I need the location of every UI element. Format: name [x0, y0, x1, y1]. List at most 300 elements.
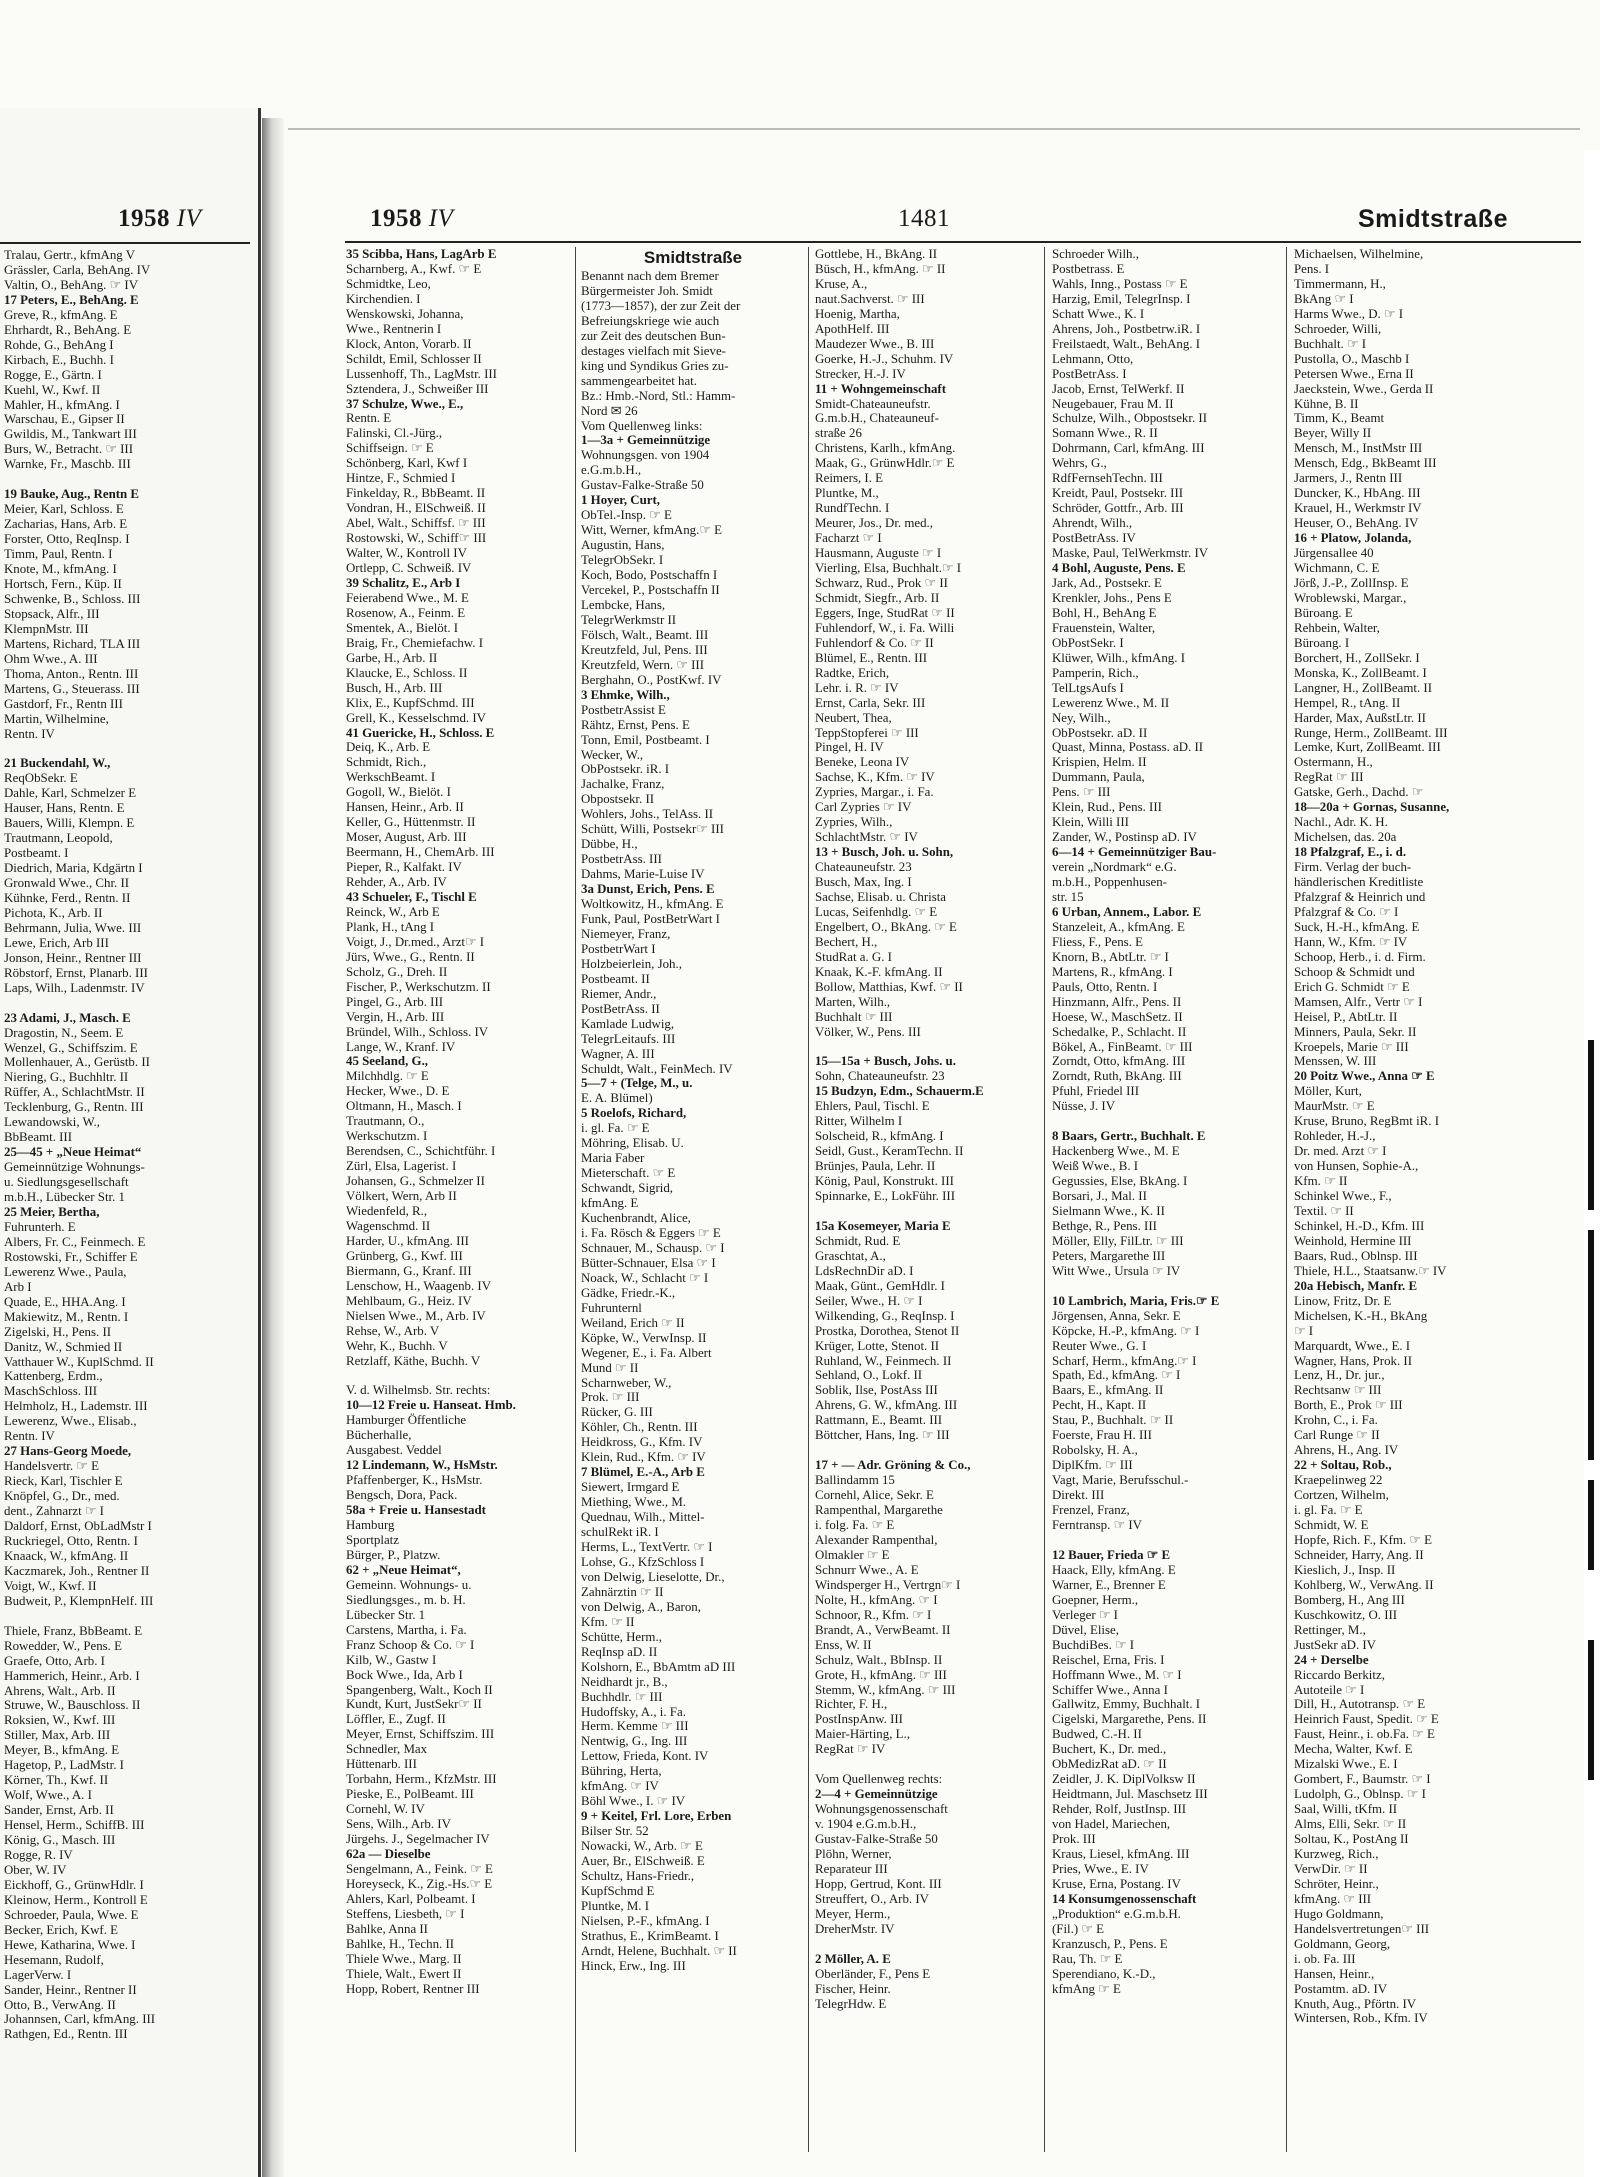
- directory-entry: Rogge, R. IV: [4, 1847, 73, 1862]
- directory-entry: Witt Wwe., Ursula ☞ IV: [1052, 1263, 1181, 1278]
- directory-entry: Laps, Wilh., Ladenmstr. IV: [4, 980, 145, 995]
- directory-entry: Pfuhl, Friedel III: [1052, 1084, 1139, 1099]
- directory-entry: Martin, Wilhelmine,: [4, 711, 109, 726]
- directory-entry: Pingel, H. IV: [815, 740, 884, 755]
- directory-entry: Neubert, Thea,: [815, 710, 892, 725]
- directory-entry: Gädke, Friedr.-K.,: [581, 1285, 676, 1300]
- directory-entry: Knuth, Aug., Pförtn. IV: [1294, 1996, 1417, 2011]
- directory-entry: Bütter-Schnauer, Elsa ☞ I: [581, 1255, 716, 1270]
- directory-entry: Pamperin, Rich.,: [1052, 665, 1139, 680]
- directory-entry: Rentn. IV: [4, 1429, 55, 1444]
- directory-entry: Alexander Rampenthal,: [815, 1532, 938, 1547]
- directory-entry: Kraus, Liesel, kfmAng. III: [1052, 1846, 1190, 1861]
- directory-entry: Ober, W. IV: [4, 1862, 67, 1877]
- directory-entry: Köpke, W., VerwInsp. II: [581, 1330, 707, 1345]
- directory-entry: Schönberg, Karl, Kwf I: [346, 456, 468, 471]
- directory-entry: Gronwald Wwe., Chr. II: [4, 876, 130, 891]
- directory-entry: V. d. Wilhelmsb. Str. rechts:: [346, 1383, 491, 1398]
- directory-entry: Maria Faber: [581, 1151, 645, 1166]
- directory-entry: Timm, Paul, Rentn. I: [4, 547, 113, 562]
- directory-entry: Löffler, E., Zugf. II: [346, 1712, 446, 1727]
- directory-entry: Neidhardt jr., B.,: [581, 1674, 668, 1689]
- directory-entry: Kirbach, E., Buchh. I: [4, 352, 114, 367]
- directory-entry: Wintersen, Rob., Kfm. IV: [1294, 2011, 1428, 2026]
- directory-entry: Rostowski, W., Schiff☞ III: [346, 531, 487, 546]
- directory-entry: Bock Wwe., Ida, Arb I: [346, 1667, 463, 1682]
- directory-entry: Kühne, B. II: [1294, 396, 1359, 411]
- directory-entry: Meier, Karl, Schloss. E: [4, 502, 124, 517]
- left-page: [0, 108, 261, 2177]
- directory-entry: Zorndt, Ruth, BkAng. III: [1052, 1069, 1182, 1084]
- directory-entry: Nüsse, J. IV: [1052, 1099, 1116, 1114]
- left-header-year: 1958: [118, 205, 170, 232]
- directory-entry: Ludolph, G., Oblnsp. ☞ I: [1294, 1787, 1426, 1802]
- directory-entry: Bilser Str. 52: [581, 1824, 649, 1839]
- directory-entry: PostBetrAss. I: [1052, 366, 1127, 381]
- directory-entry: Wegener, E., i. Fa. Albert: [581, 1345, 712, 1360]
- directory-entry: Bücherhalle,: [346, 1428, 412, 1443]
- directory-entry: Rostowski, Fr., Schiffer E: [4, 1249, 138, 1264]
- directory-entry: Jark, Ad., Postsekr. E: [1052, 575, 1162, 590]
- directory-entry: Frauenstein, Walter,: [1052, 620, 1156, 635]
- directory-entry: Fischer, Heinr.: [815, 1981, 891, 1996]
- directory-entry: Sztendera, J., Schweißer III: [346, 381, 489, 396]
- directory-entry: DiplKfm. ☞ III: [1052, 1458, 1133, 1473]
- directory-entry: Fuhrunternl: [581, 1300, 642, 1315]
- directory-entry: Schwarz, Rud., Prok ☞ II: [815, 575, 948, 590]
- directory-entry: Köpcke, H.-P., kfmAng. ☞ I: [1052, 1323, 1200, 1338]
- directory-entry: Beneke, Leona IV: [815, 755, 910, 770]
- directory-entry: Warnke, Fr., Maschb. III: [4, 457, 131, 472]
- directory-entry: Sielmann Wwe., K. II: [1052, 1204, 1165, 1218]
- directory-entry: Schuldt, Walt., FeinMech. IV: [581, 1061, 733, 1076]
- directory-entry: Quade, E., HHA.Ang. I: [4, 1294, 126, 1309]
- directory-entry: Radtke, Erich,: [815, 665, 890, 680]
- directory-entry: Pries, Wwe., E. IV: [1052, 1861, 1149, 1876]
- directory-entry: Windsperger H., Vertrgn☞ I: [815, 1577, 961, 1592]
- directory-entry: Ballindamm 15: [815, 1473, 895, 1488]
- directory-entry: Kuschkowitz, O. III: [1294, 1607, 1398, 1622]
- directory-entry: Jürs, Wwe., G., Rentn. II: [346, 949, 475, 964]
- directory-entry: Lewandowski, W.,: [4, 1115, 100, 1130]
- directory-entry: Bohl, H., BehAng E: [1052, 605, 1157, 620]
- directory-entry: Thiele, Franz, BbBeamt. E: [4, 1623, 143, 1638]
- directory-entry: Foerste, Frau H. III: [1052, 1428, 1152, 1443]
- directory-entry: Biermann, G., Kranf. III: [346, 1263, 472, 1278]
- directory-entry: Rehbein, Walter,: [1294, 620, 1380, 635]
- directory-entry: Prok. III: [1052, 1832, 1096, 1847]
- directory-entry: BbBeamt. III: [4, 1130, 73, 1145]
- directory-entry: Kaczmarek, Joh., Rentner II: [4, 1563, 150, 1578]
- directory-entry: Richter, F. H.,: [815, 1697, 888, 1712]
- directory-entry: 8 Baars, Gertr., Buchhalt. E: [1052, 1129, 1206, 1144]
- directory-entry: Cigelski, Margarethe, Pens. II: [1052, 1712, 1207, 1727]
- directory-entry: TelegrLeitaufs. III: [581, 1031, 676, 1046]
- directory-entry: Struwe, W., Bauschloss. II: [4, 1698, 141, 1713]
- directory-entry: 10—12 Freie u. Hanseat. Hmb.: [346, 1398, 516, 1413]
- directory-entry: Hauser, Hans, Rentn. E: [4, 801, 125, 816]
- directory-entry: PostbetrWart I: [581, 941, 656, 956]
- directory-entry: Heuser, O., BehAng. IV: [1294, 516, 1419, 531]
- directory-entry: Büsch, H., kfmAng. ☞ II: [815, 261, 946, 276]
- directory-entry: 41 Guericke, H., Schloss. E: [346, 725, 495, 740]
- directory-entry: Busch, Max, Ing. I: [815, 875, 912, 890]
- directory-entry: Schinkel, H.-D., Kfm. III: [1294, 1218, 1425, 1233]
- directory-entry: Stemm, W., kfmAng. ☞ III: [815, 1682, 956, 1697]
- directory-entry: Voigt, J., Dr.med., Arzt☞ I: [346, 934, 485, 949]
- directory-entry: Duncker, K., HbAng. III: [1294, 486, 1421, 501]
- directory-entry: 20a Hebisch, Manfr. E: [1294, 1278, 1418, 1293]
- directory-entry: König, Paul, Konstrukt. III: [815, 1174, 954, 1189]
- directory-entry: Schmidtke, Leo,: [346, 276, 431, 291]
- directory-entry: 27 Hans-Georg Moede,: [4, 1444, 132, 1459]
- directory-entry: Möhring, Elisab. U.: [581, 1136, 684, 1151]
- directory-entry: Lussenhoff, Th., LagMstr. III: [346, 366, 497, 381]
- directory-entry: Schütte, Herm.,: [581, 1629, 662, 1644]
- directory-entry: Fliess, F., Pens. E: [1052, 934, 1144, 949]
- directory-entry: 10 Lambrich, Maria, Fris.☞ E: [1052, 1293, 1220, 1308]
- directory-entry: Knaak, K.-F. kfmAng. II: [815, 964, 943, 979]
- directory-entry: Hortsch, Fern., Küp. II: [4, 576, 122, 591]
- directory-entry: Schröder, Gottfr., Arb. III: [1052, 501, 1184, 516]
- directory-entry: Michelsen, K.-H., BkAng: [1294, 1308, 1428, 1323]
- directory-entry: Horeyseck, K., Zig.-Hs.☞ E: [346, 1876, 493, 1891]
- directory-entry: Sachse, Elisab. u. Christa: [815, 889, 947, 904]
- directory-entry: Körner, Th., Kwf. II: [4, 1773, 109, 1788]
- directory-entry: Sohn, Chateauneufstr. 23: [815, 1069, 945, 1084]
- directory-column-2: [581, 247, 805, 2152]
- directory-entry: Wagner, Hans, Prok. II: [1294, 1353, 1413, 1368]
- directory-entry: 3 Ehmke, Wilh.,: [581, 687, 670, 702]
- directory-entry: Kirchendien. I: [346, 291, 421, 306]
- directory-entry: Fischer, P., Werkschutzm. II: [346, 979, 491, 994]
- directory-entry: Marten, Wilh.,: [815, 994, 891, 1009]
- directory-entry: Michelsen, das. 20a: [1294, 830, 1397, 845]
- directory-entry: Herm. Kemme ☞ III: [581, 1719, 689, 1734]
- directory-entry: Rücker, G. III: [581, 1405, 653, 1420]
- directory-entry: Streuffert, O., Arb. IV: [815, 1891, 929, 1906]
- edge-tab-mark: [1588, 1230, 1594, 1460]
- directory-entry: Sportplatz: [346, 1532, 399, 1547]
- directory-entry: Borchert, H., ZollSekr. I: [1294, 650, 1420, 665]
- directory-entry: SchlachtMstr. ☞ IV: [815, 830, 918, 845]
- column-divider-3: [1044, 247, 1045, 2152]
- directory-entry: Berghahn, O., PostKwf. IV: [581, 672, 722, 687]
- directory-column-4: [1052, 247, 1281, 2152]
- directory-entry: Gatske, Gerh., Dachd. ☞: [1294, 785, 1424, 800]
- directory-entry: Rogge, E., Gärtn. I: [4, 367, 102, 382]
- directory-entry: Meyer, Herm.,: [815, 1906, 891, 1921]
- directory-entry: Schneider, Harry, Ang. II: [1294, 1547, 1424, 1562]
- directory-entry: Finkelday, R., BbBeamt. II: [346, 486, 486, 501]
- directory-entry: m.b.H., Poppenhusen-: [1052, 875, 1167, 890]
- directory-entry: Schütt, Willi, Postsekr☞ III: [581, 822, 724, 837]
- directory-entry: Strecker, H.-J. IV: [815, 366, 906, 381]
- directory-entry: Klaucke, E., Schloss. II: [346, 665, 468, 680]
- directory-entry: Jarmers, J., Rentn III: [1294, 471, 1403, 486]
- directory-entry: Cortzen, Wilhelm,: [1294, 1488, 1389, 1503]
- directory-entry: i. gl. Fa. ☞ E: [1294, 1503, 1363, 1518]
- directory-entry: TelegrObSekr. I: [581, 553, 664, 568]
- directory-entry: Vatthauer W., KuplSchmd. II: [4, 1354, 154, 1369]
- directory-entry: 62 + „Neue Heimat“,: [346, 1562, 461, 1577]
- directory-entry: Hensel, Herm., SchiffB. III: [4, 1818, 145, 1833]
- directory-entry: Petersen Wwe., Erna II: [1294, 366, 1414, 381]
- directory-entry: Makiewitz, M., Rentn. I: [4, 1309, 129, 1324]
- directory-entry: Strathus, E., KrimBeamt. I: [581, 1928, 719, 1943]
- directory-entry: Wohlers, Johs., TelAss. II: [581, 807, 714, 822]
- directory-entry: Gemeinn. Wohnungs- u.: [346, 1577, 472, 1592]
- directory-entry: Gogoll, W., Bielöt. I: [346, 785, 451, 800]
- directory-entry: Lübecker Str. 1: [346, 1607, 426, 1622]
- directory-entry: Rosenow, A., Feinm. E: [346, 605, 466, 620]
- directory-entry: Greve, R., kfmAng. E: [4, 307, 118, 322]
- directory-entry: 19 Bauke, Aug., Rentn E: [4, 487, 140, 502]
- directory-entry: Textil. ☞ II: [1294, 1204, 1354, 1218]
- directory-entry: Suck, H.-H., kfmAng. E: [1294, 919, 1420, 934]
- directory-entry: StudRat a. G. I: [815, 949, 892, 964]
- directory-entry: Dummann, Paula,: [1052, 770, 1145, 785]
- directory-entry: Jaeckstein, Wwe., Gerda II: [1294, 381, 1434, 396]
- directory-entry: kfmAng. E: [581, 1196, 639, 1211]
- directory-entry: Siedlungsges., m. b. H.: [346, 1592, 466, 1607]
- page-top-edge: [288, 128, 1580, 130]
- directory-entry: Klein, Rud., Kfm. ☞ IV: [581, 1450, 706, 1465]
- directory-entry: Nentwig, G., Ing. III: [581, 1734, 688, 1749]
- directory-entry: Bürgermeister Joh. Smidt: [581, 283, 713, 298]
- directory-entry: 43 Schueler, F., Tischl E: [346, 889, 477, 904]
- directory-entry: Gottlebe, H., BkAng. II: [815, 247, 938, 261]
- directory-entry: Heidtmann, Jul. Maschsetz III: [1052, 1787, 1208, 1802]
- directory-entry: Robolsky, H. A.,: [1052, 1443, 1138, 1458]
- directory-entry: Stiller, Max, Arb. III: [4, 1728, 111, 1743]
- directory-entry: König, G., Masch. III: [4, 1833, 116, 1848]
- directory-entry: Möller, Kurt,: [1294, 1084, 1362, 1099]
- directory-entry: Busch, H., Arb. III: [346, 680, 443, 695]
- directory-entry: Wolf, Wwe., A. I: [4, 1788, 92, 1803]
- directory-entry: [1052, 1279, 1281, 1294]
- directory-entry: Grässler, Carla, BehAng. IV: [4, 262, 151, 277]
- directory-entry: Burs, W., Betracht. ☞ III: [4, 442, 133, 457]
- directory-entry: Hopp, Robert, Rentner III: [346, 1981, 480, 1996]
- directory-entry: Postamtm. aD. IV: [1294, 1981, 1388, 1996]
- directory-entry: MaurMstr. ☞ E: [1294, 1099, 1375, 1114]
- directory-entry: Gustav-Falke-Straße 50: [815, 1832, 938, 1847]
- directory-entry: Linow, Fritz, Dr. E: [1294, 1293, 1392, 1308]
- directory-entry: Eggers, Inge, StudRat ☞ II: [815, 605, 955, 620]
- directory-entry: Ahrens, Walt., Arb. II: [4, 1683, 116, 1698]
- directory-entry: Haack, Elly, kfmAng. E: [1052, 1562, 1176, 1577]
- directory-entry: Pfaffenberger, K., HsMstr.: [346, 1473, 483, 1488]
- directory-entry: Hinzmann, Alfr., Pens. II: [1052, 994, 1182, 1009]
- directory-entry: Zypries, Margar., i. Fa.: [815, 785, 934, 800]
- directory-entry: Niemeyer, Franz,: [581, 926, 671, 941]
- directory-entry: Bomberg, H., Ang III: [1294, 1592, 1405, 1607]
- directory-entry: Schnauer, M., Schausp. ☞ I: [581, 1240, 725, 1255]
- directory-entry: Mizalski Wwe., E. I: [1294, 1757, 1398, 1772]
- directory-entry: Völker, W., Pens. III: [815, 1024, 921, 1039]
- directory-entry: Dahms, Marie-Luise IV: [581, 867, 705, 882]
- directory-entry: Bürger, P., Platzw.: [346, 1547, 441, 1562]
- directory-entry: Prostka, Dorothea, Stenot II: [815, 1323, 960, 1338]
- directory-entry: JustSekr aD. IV: [1294, 1637, 1376, 1652]
- directory-entry: Schedalke, P., Schlacht. II: [1052, 1024, 1187, 1039]
- directory-entry: Kurzweg, Rich.,: [1294, 1846, 1379, 1861]
- directory-entry: von Delwig, Lieselotte, Dr.,: [581, 1569, 725, 1584]
- directory-entry: 22 + Soltau, Rob.,: [1294, 1458, 1392, 1473]
- directory-entry: Oberländer, F., Pens E: [815, 1966, 931, 1981]
- directory-entry: Firm. Verlag der buch-: [1294, 860, 1412, 875]
- directory-entry: Kilb, W., Gastw I: [346, 1652, 437, 1667]
- directory-entry: Neugebauer, Frau M. II: [1052, 396, 1174, 411]
- directory-entry: Thiele, H.L., Staatsanw.☞ IV: [1294, 1263, 1447, 1278]
- directory-entry: BkAng ☞ I: [1294, 291, 1354, 306]
- directory-entry: Ahrens, H., Ang. IV: [1294, 1443, 1399, 1458]
- directory-entry: Wilkending, G., ReqInsp. I: [815, 1308, 955, 1323]
- directory-entry: Langner, H., ZollBeamt. II: [1294, 680, 1433, 695]
- directory-entry: Scholz, G., Dreh. II: [346, 964, 448, 979]
- directory-entry: Hecker, Wwe., D. E: [346, 1084, 450, 1099]
- directory-column-5: [1294, 247, 1578, 2152]
- directory-entry: Zeidler, J. K. DiplVolksw II: [1052, 1772, 1196, 1787]
- directory-entry: Rehder, A., Arb. IV: [346, 875, 447, 890]
- directory-entry: 62a — Dieselbe: [346, 1846, 431, 1861]
- directory-entry: Mieterschaft. ☞ E: [581, 1166, 676, 1181]
- directory-entry: Zacharias, Hans, Arb. E: [4, 517, 128, 532]
- directory-entry: Lenz, H., Dr. jur.,: [1294, 1368, 1385, 1383]
- directory-entry: 1 Hoyer, Curt,: [581, 493, 661, 508]
- directory-entry: Kattenberg, Erdm.,: [4, 1369, 103, 1384]
- directory-entry: Lewe, Erich, Arb III: [4, 935, 109, 950]
- directory-entry: Hüttenarb. III: [346, 1757, 417, 1772]
- directory-entry: Pens. ☞ III: [1052, 785, 1111, 800]
- directory-entry: Jürgehs. J., Segelmacher IV: [346, 1832, 490, 1847]
- directory-entry: Thiele Wwe., Marg. II: [346, 1951, 462, 1966]
- directory-entry: 37 Schulze, Wwe., E.,: [346, 396, 464, 411]
- directory-entry: ObPostsekr. iR. I: [581, 762, 670, 777]
- directory-entry: Enss, W. II: [815, 1637, 872, 1652]
- directory-entry: Hoffmann Wwe., M. ☞ I: [1052, 1667, 1182, 1682]
- directory-entry: Lembcke, Hans,: [581, 597, 666, 612]
- directory-entry: Schinkel Wwe., F.,: [1294, 1189, 1392, 1204]
- directory-entry: i. folg. Fa. ☞ E: [815, 1518, 895, 1533]
- directory-entry: Kruse, Erna, Postang. IV: [1052, 1876, 1181, 1891]
- directory-entry: Dahle, Karl, Schmelzer E: [4, 786, 137, 801]
- directory-entry: Bahlke, Anna II: [346, 1921, 428, 1936]
- directory-entry: Ritter, Wilhelm I: [815, 1114, 903, 1129]
- directory-entry: Ahrendt, Wilh.,: [1052, 516, 1133, 531]
- directory-entry: Wagner, A. III: [581, 1046, 655, 1061]
- directory-entry: Klock, Anton, Vorarb. II: [346, 336, 472, 351]
- directory-entry: 15—15a + Busch, Johs. u.: [815, 1054, 956, 1069]
- directory-entry: Bauers, Willi, Klempn. E: [4, 816, 135, 831]
- directory-entry: Mensch, M., InstMstr III: [1294, 441, 1423, 456]
- directory-entry: Lettow, Frieda, Kont. IV: [581, 1749, 709, 1764]
- header-rule: [345, 241, 1581, 243]
- directory-entry: Schnedler, Max: [346, 1742, 428, 1757]
- directory-entry: Lewerenz Wwe., Paula,: [4, 1264, 127, 1279]
- directory-entry: Zigelski, H., Pens. II: [4, 1324, 112, 1339]
- directory-entry: Timmermann, H.,: [1294, 276, 1386, 291]
- directory-entry: Wehrs, G.,: [1052, 456, 1107, 471]
- directory-entry: Ehrhardt, R., BehAng. E: [4, 322, 132, 337]
- directory-entry: händlerischen Kreditliste: [1294, 875, 1424, 890]
- directory-entry: Kroepels, Marie ☞ III: [1294, 1039, 1409, 1054]
- directory-entry: Hinck, Erw., Ing. III: [581, 1958, 686, 1973]
- directory-entry: Falinski, Cl.-Jürg.,: [346, 426, 443, 441]
- directory-entry: Sperendiano, K.-D.,: [1052, 1966, 1156, 1981]
- directory-entry: 45 Seeland, G.,: [346, 1054, 429, 1069]
- directory-entry: Quednau, Wilh., Mittel-: [581, 1510, 705, 1525]
- directory-entry: Gwildis, M., Tankwart III: [4, 427, 137, 442]
- directory-entry: Köhler, Ch., Rentn. III: [581, 1420, 698, 1435]
- directory-entry: Gastdorf, Fr., Rentn III: [4, 696, 123, 711]
- directory-entry: DreherMstr. IV: [815, 1921, 895, 1936]
- directory-entry: Krohn, C., i. Fa.: [1294, 1413, 1378, 1428]
- directory-entry: Danitz, W., Schmied II: [4, 1339, 123, 1354]
- directory-entry: Milchhdlg. ☞ E: [346, 1069, 429, 1084]
- directory-entry: Rettinger, M.,: [1294, 1622, 1366, 1637]
- directory-entry: Scharf, Herm., kfmAng.☞ I: [1052, 1353, 1197, 1368]
- directory-entry: Rentn. E: [346, 411, 392, 426]
- directory-entry: G.m.b.H., Chateauneuf-: [815, 411, 939, 426]
- directory-entry: Engelbert, O., BkAng. ☞ E: [815, 919, 957, 934]
- directory-entry: Hugo Goldmann,: [1294, 1906, 1384, 1921]
- directory-entry: Bründel, Wilh., Schloss. IV: [346, 1024, 489, 1039]
- directory-entry: [1052, 1114, 1281, 1129]
- directory-entry: Wohnungsgen. von 1904: [581, 448, 710, 463]
- directory-entry: Berendsen, C., Schichtführ. I: [346, 1144, 496, 1159]
- directory-entry: 20 Poitz Wwe., Anna ☞ E: [1294, 1069, 1435, 1084]
- directory-entry: Bökel, A., FinBeamt. ☞ III: [1052, 1039, 1193, 1054]
- directory-entry: Carl Zypries ☞ IV: [815, 800, 912, 815]
- directory-entry: Timm, K., Beamt: [1294, 411, 1385, 426]
- directory-entry: straße 26: [815, 426, 862, 441]
- directory-entry: Hopfe, Rich. F., Kfm. ☞ E: [1294, 1532, 1432, 1547]
- directory-entry: Postbeamt. II: [581, 971, 650, 986]
- directory-entry: E. A. Blümel): [581, 1091, 653, 1106]
- directory-entry: Wagenschmd. II: [346, 1218, 431, 1233]
- directory-entry: Büroang. E: [1294, 605, 1353, 620]
- directory-entry: Krüger, Lotte, Stenot. II: [815, 1338, 940, 1353]
- directory-entry: LdsRechnDir aD. I: [815, 1263, 914, 1278]
- directory-entry: e.G.m.b.H.,: [581, 463, 642, 478]
- directory-entry: Ferntransp. ☞ IV: [1052, 1518, 1142, 1533]
- directory-entry: Schatt Wwe., K. I: [1052, 306, 1145, 321]
- directory-entry: TelegrWerkmstr II: [581, 612, 677, 627]
- directory-entry: 18—20a + Gornas, Susanne,: [1294, 800, 1450, 815]
- directory-entry: Baars, E., kfmAng. II: [1052, 1383, 1164, 1398]
- directory-entry: Bechert, H.,: [815, 934, 878, 949]
- directory-entry: Retzlaff, Käthe, Buchh. V: [346, 1353, 481, 1368]
- directory-entry: Befreiungskriege wie auch: [581, 313, 720, 328]
- directory-entry: Brandt, A., VerwBeamt. II: [815, 1622, 951, 1637]
- directory-entry: Schröter, Heinr.,: [1294, 1876, 1379, 1891]
- directory-entry: Pecht, H., Kapt. II: [1052, 1398, 1147, 1413]
- directory-entry: Menssen, W. III: [1294, 1054, 1377, 1069]
- directory-entry: Meyer, B., kfmAng. E: [4, 1743, 120, 1758]
- directory-entry: Rähtz, Ernst, Pens. E: [581, 717, 690, 732]
- directory-entry: Johansen, G., Schmelzer II: [346, 1174, 485, 1189]
- directory-entry: Hansen, Heinr., Arb. II: [346, 800, 464, 815]
- directory-entry: Carl Runge ☞ II: [1294, 1428, 1380, 1443]
- directory-entry: Auer, Br., ElSchweiß. E: [581, 1854, 705, 1869]
- directory-entry: Jachalke, Franz,: [581, 777, 665, 792]
- directory-entry: Trautmann, Leopold,: [4, 831, 113, 846]
- directory-entry: Bühring, Herta,: [581, 1764, 662, 1779]
- directory-entry: Reischel, Erna, Fris. I: [1052, 1652, 1165, 1667]
- directory-entry: Trautmann, O.,: [346, 1114, 425, 1129]
